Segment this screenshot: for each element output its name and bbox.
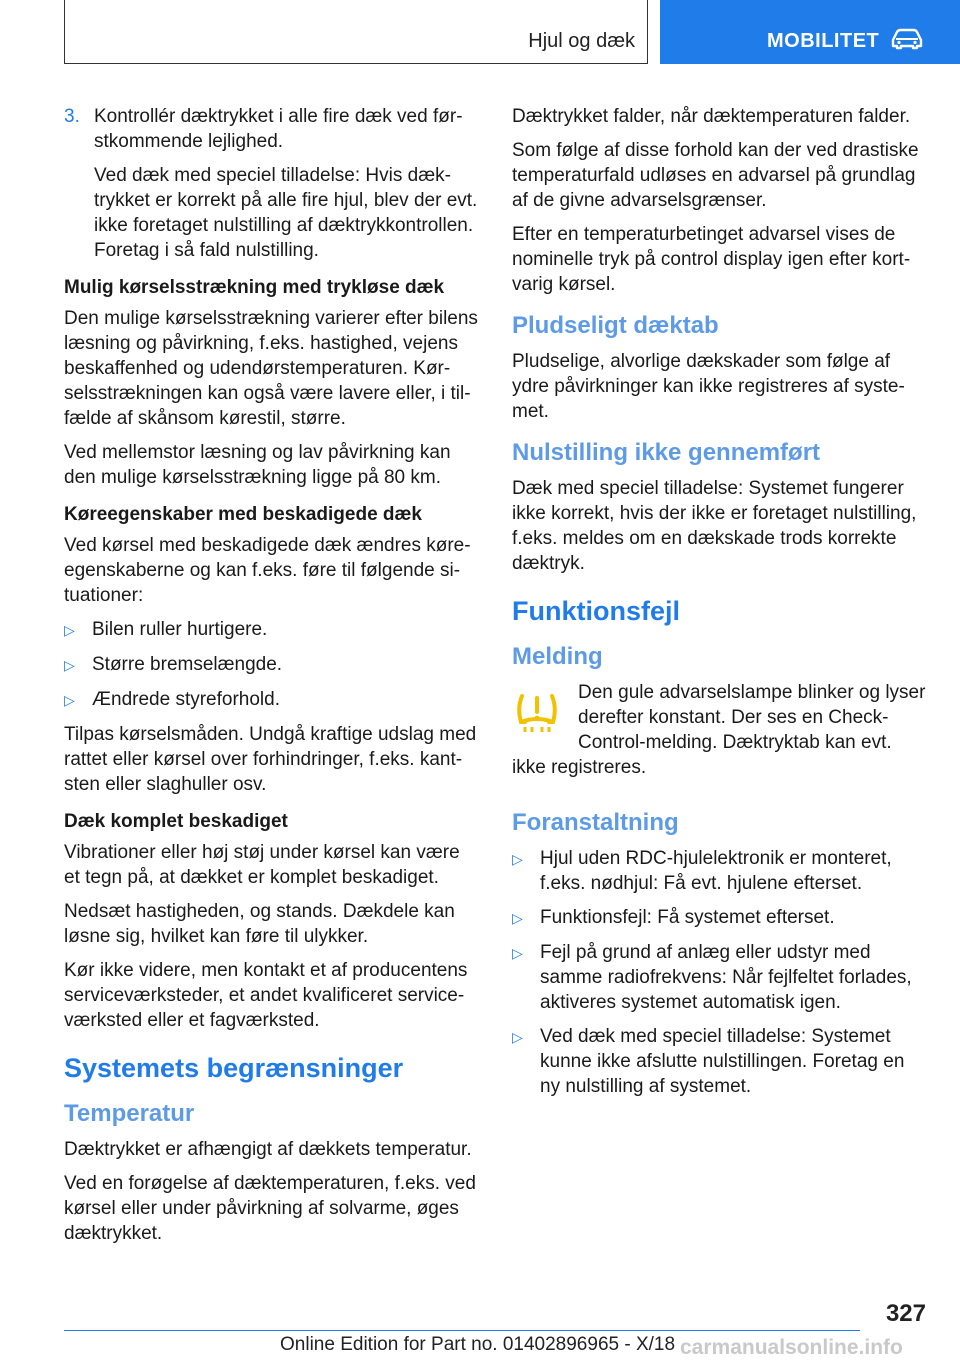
paragraph: Den mulige kørselsstrækning varierer efter bilens læsning og påvirkning, f.eks. hastighed, vejens beskaffenhed og udendørstemperaturen. Kørselsstrækningen kan også være lavere eller, i tilfælde af skånsom kørestil, større. bbox=[64, 308, 478, 429]
triangle-bullet-icon: ▷ bbox=[64, 692, 75, 708]
paragraph: Vibrationer eller høj støj under kørsel kan være et tegn på, at dækket er komplet beskadiget. bbox=[64, 842, 460, 888]
page-number: 327 bbox=[885, 1300, 926, 1327]
paragraph: Dæktrykket er afhængigt af dækkets temperatur. bbox=[64, 1139, 472, 1160]
paragraph: Ved mellemstor læsning og lav påvirkning kan den mulige kørselsstrækning ligge på 80 km. bbox=[64, 442, 451, 488]
triangle-bullet-icon: ▷ bbox=[512, 910, 523, 926]
edition-text: Online Edition for Part no. 01402896965 - X/18 bbox=[280, 1334, 676, 1355]
list-item: ▷ Ved dæk med speciel tilladelse: Systemet kunne ikke afslutte nulstillingen. Foretag en ny nulstilling af systemet. bbox=[512, 1026, 905, 1097]
triangle-bullet-icon: ▷ bbox=[512, 945, 523, 961]
triangle-bullet-icon: ▷ bbox=[512, 1029, 523, 1045]
step-note: Ved dæk med speciel tilladelse: Hvis dæktrykket er korrekt på alle fire hjul, blev der evt. ikke foretaget nulstilling af dæktrykkontrollen. Foretag i så fald nulstilling. bbox=[94, 165, 478, 261]
section-tab[interactable] bbox=[660, 0, 960, 64]
heading-action: Foranstaltning bbox=[512, 809, 679, 836]
warning-block bbox=[512, 680, 928, 780]
tire-pressure-warning-icon bbox=[512, 688, 562, 736]
heading-message: Melding bbox=[512, 643, 603, 670]
paragraph: Nedsæt hastigheden, og stands. Dækdele kan løsne sig, hvilket kan føre til ulykker. bbox=[64, 901, 455, 947]
subheading-handling: Køreegenskaber med beskadigede dæk bbox=[64, 504, 422, 525]
list-item: ▷ Fejl på grund af anlæg eller udstyr med samme radiofrekvens: Når fejlfeltet forlades, aktiveres systemet automatisk igen. bbox=[512, 942, 912, 1013]
heading-limitations: Systemets begrænsninger bbox=[64, 1053, 404, 1083]
paragraph: Den gule advarselslampe blinker og lyser derefter konstant. Der ses en Check-Control-melding. Dæktryktab kan evt. ikke registreres. bbox=[512, 682, 926, 778]
paragraph: Kør ikke videre, men kontakt et af producentens serviceværksteder, et andet kvalificeret serviceværksted eller et fagværksted. bbox=[64, 960, 468, 1031]
subheading-damaged: Dæk komplet beskadiget bbox=[64, 811, 288, 832]
triangle-bullet-icon: ▷ bbox=[512, 851, 523, 867]
header-title-box bbox=[64, 0, 648, 64]
paragraph: Som følge af disse forhold kan der ved drastiske temperaturfald udløses en advarsel på grundlag af de givne advarselsgrænser. bbox=[512, 140, 919, 211]
paragraph: Ved en forøgelse af dæktemperaturen, f.eks. ved kørsel eller under påvirkning af solvarme, øges dæktrykket. bbox=[64, 1173, 476, 1244]
heading-temperature: Temperatur bbox=[64, 1100, 195, 1127]
paragraph: Dæktrykket falder, når dæktemperaturen falder. bbox=[512, 106, 911, 127]
triangle-bullet-icon: ▷ bbox=[64, 622, 75, 638]
heading-sudden-loss: Pludseligt dæktab bbox=[512, 312, 719, 339]
list-item: ▷ Større bremselængde. bbox=[64, 652, 480, 678]
list-item: ▷ Ændrede styreforhold. bbox=[64, 687, 480, 713]
paragraph: Pludselige, alvorlige dækskader som følge af ydre påvirkninger kan ikke registreres af systemet. bbox=[512, 351, 905, 422]
right-column bbox=[512, 104, 928, 1108]
subheading-range: Mulig kørselsstrækning med trykløse dæk bbox=[64, 277, 445, 298]
heading-malfunction: Funktionsfejl bbox=[512, 596, 680, 626]
list-item: ▷ Bilen ruller hurtigere. bbox=[64, 617, 480, 643]
left-column bbox=[64, 104, 480, 1255]
paragraph: Ved kørsel med beskadigede dæk ændres køreegenskaberne og kan f.eks. føre til følgende situationer: bbox=[64, 535, 471, 606]
footer-divider bbox=[64, 1330, 860, 1331]
car-icon bbox=[890, 28, 924, 50]
list-item: ▷ Hjul uden RDC-hjulelektronik er monteret, f.eks. nødhjul: Få evt. hjulene efterset. bbox=[512, 848, 892, 894]
step-number: 3. bbox=[64, 106, 80, 127]
step-text: Kontrollér dæktrykket i alle fire dæk ved førstkommende lejlighed. bbox=[94, 106, 463, 152]
section-label: MOBILITET bbox=[767, 30, 880, 52]
heading-reset-not-done: Nulstilling ikke gennemført bbox=[512, 439, 821, 466]
paragraph: Tilpas kørselsmåden. Undgå kraftige udslag med rattet eller kørsel over forhindringer, f.eks. kantsten eller slaghuller osv. bbox=[64, 724, 477, 795]
chapter-title: Hjul og dæk bbox=[528, 30, 635, 52]
list-item: ▷ Funktionsfejl: Få systemet efterset. bbox=[512, 905, 928, 931]
paragraph: Dæk med speciel tilladelse: Systemet fungerer ikke korrekt, hvis der ikke er foretaget nulstilling, f.eks. meldes om en dækskade trods korrekte dæktryk. bbox=[512, 478, 917, 574]
watermark[interactable]: carmanualsonline.info bbox=[680, 1336, 903, 1359]
step-3 bbox=[64, 104, 480, 154]
paragraph: Efter en temperaturbetinget advarsel vises de nominelle tryk på control display igen efter kortvarig kørsel. bbox=[512, 224, 911, 295]
triangle-bullet-icon: ▷ bbox=[64, 657, 75, 673]
